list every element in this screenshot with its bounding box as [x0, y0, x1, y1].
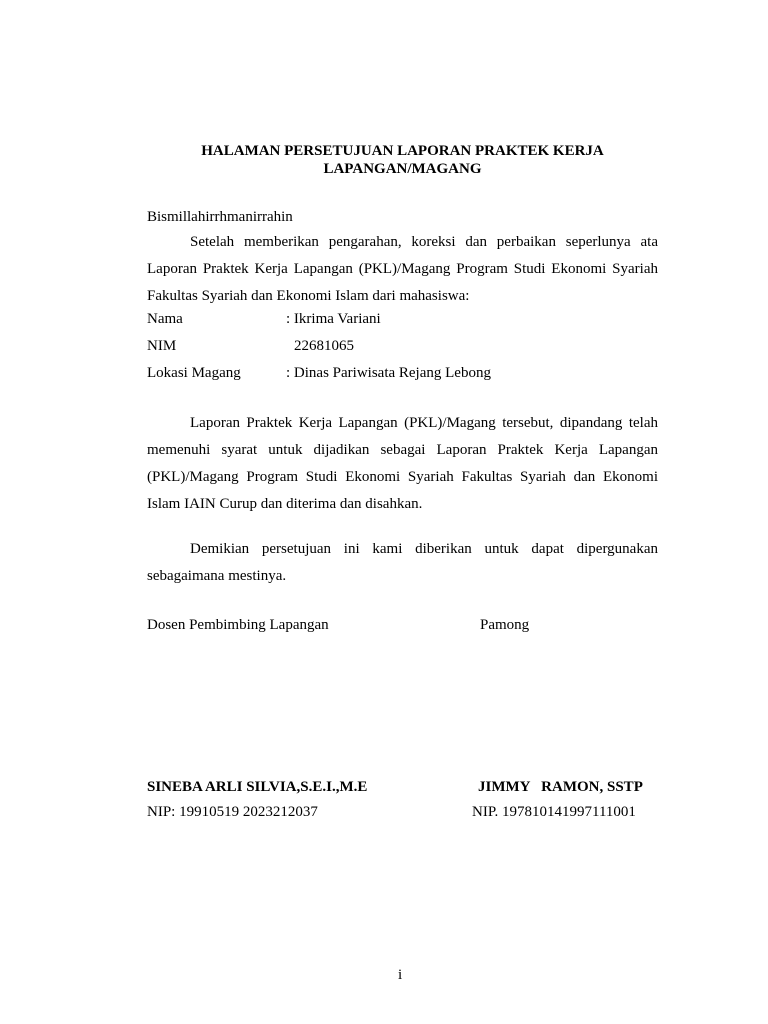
- closing-paragraph: Demikian persetujuan ini kami diberikan untuk dapat dipergunakan sebagaimana mestinya.: [147, 541, 658, 584]
- page-number: i: [398, 967, 403, 983]
- name-label: Nama: [147, 311, 183, 327]
- right-signatory-name: JIMMY RAMON, SSTP: [478, 779, 643, 795]
- greeting: Bismillahirrhmanirrahin: [147, 209, 293, 225]
- left-signatory-name: SINEBA ARLI SILVIA,S.E.I.,M.E: [147, 779, 368, 795]
- nim-label: NIM: [147, 338, 177, 354]
- right-signatory-role: Pamong: [480, 617, 530, 633]
- location-value: : Dinas Pariwisata Rejang Lebong: [286, 365, 491, 381]
- title-line-2: LAPANGAN/MAGANG: [323, 161, 482, 177]
- left-signatory-nip: NIP: 19910519 2023212037: [147, 804, 318, 820]
- document-title: [150, 142, 655, 178]
- left-signatory-role: Dosen Pembimbing Lapangan: [147, 617, 329, 633]
- nim-value: 22681065: [294, 338, 354, 354]
- approval-paragraph: Laporan Praktek Kerja Lapangan (PKL)/Magang tersebut, dipandang telah memenuhi syarat untuk dijadikan sebagai Laporan Praktek Kerja Lapangan (PKL)/Magang Program Studi Ekonomi Syariah Fakultas Syariah dan Ekonomi Islam IAIN Curup dan diterima dan disahkan.: [147, 415, 658, 512]
- name-value: : Ikrima Variani: [286, 311, 381, 327]
- title-line-1: HALAMAN PERSETUJUAN LAPORAN PRAKTEK KERJA: [201, 143, 604, 159]
- location-label: Lokasi Magang: [147, 365, 241, 381]
- right-signatory-nip: NIP. 197810141997111001: [472, 804, 636, 820]
- intro-paragraph: Setelah memberikan pengarahan, koreksi dan perbaikan seperlunya ata Laporan Praktek Kerja Lapangan (PKL)/Magang Program Studi Ekonomi Syariah Fakultas Syariah dan Ekonomi Islam dari mahasiswa:: [147, 234, 658, 304]
